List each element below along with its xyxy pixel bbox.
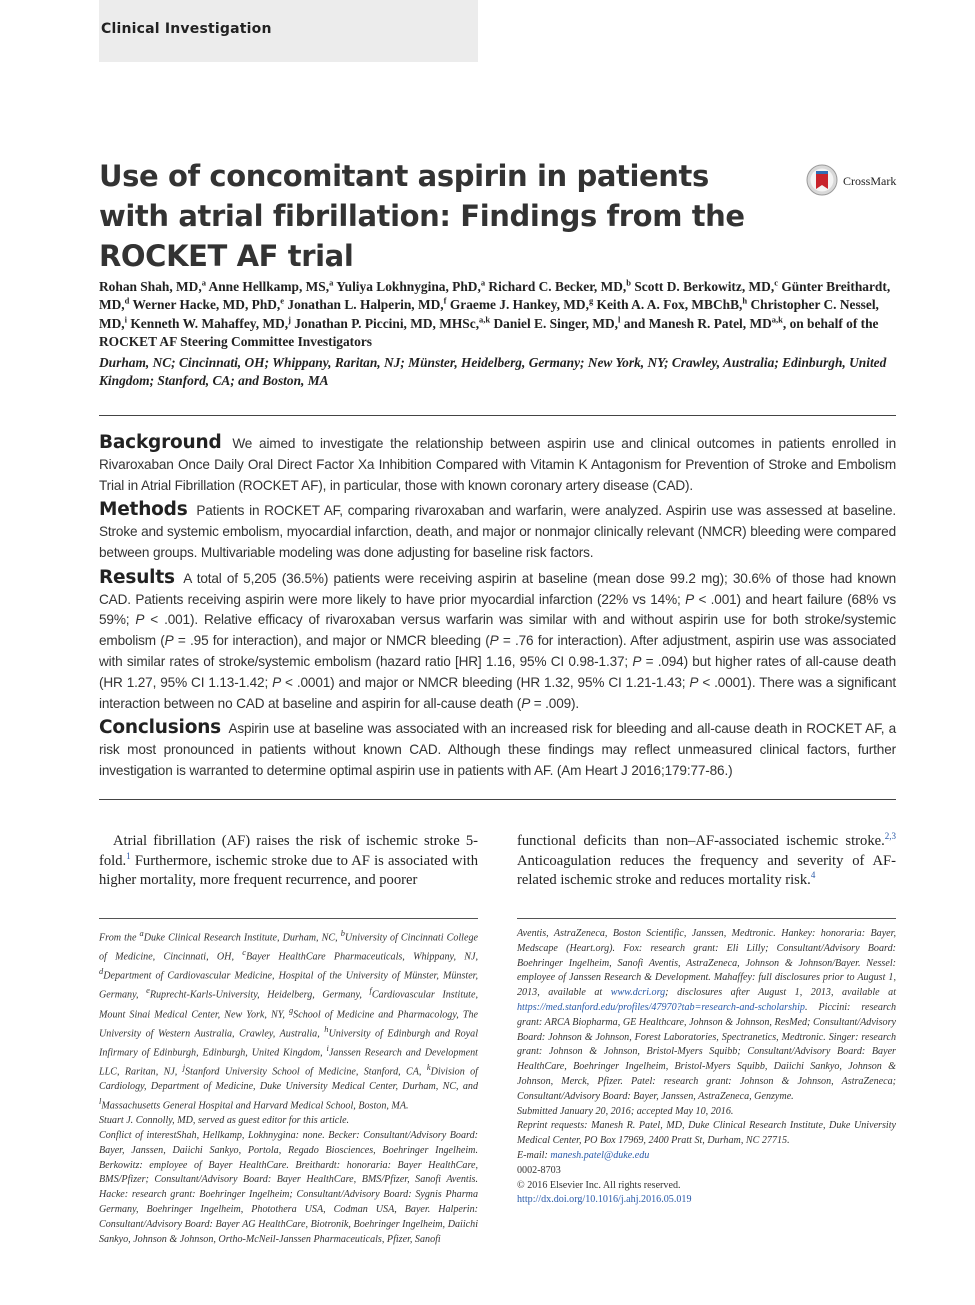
footnotes-left [99, 927, 478, 1247]
abstract-results [99, 568, 896, 715]
abstract-text: A total of 5,205 (36.5%) patients were receiving aspirin at baseline (mean dose 99.2 mg); 30.6% of those had known CAD. Patients receiving aspirin were more likely to have prior myocardial infarction (22% vs 14%; P < .001) and heart failure (68% vs 59%; P < .001). Relative efficacy of rivaroxaban versus warfarin was similar with and without aspirin use for both stroke/systemic embolism (P = .95 for interaction), and major or NMCR bleeding (P = .76 for interaction). After adjustment, aspirin use was associated with similar rates of stroke/systemic embolism (hazard ratio [HR] 1.16, 95% CI 0.98-1.37; P = .094) but higher rates of all-cause death (HR 1.27, 95% CI 1.13-1.42; P < .0001) and major or NMCR bleeding (HR 1.32, 95% CI 1.21-1.43; P < .0001). There was a significant interaction between no CAD at baseline and aspirin for all-cause death (P = .009). [99, 570, 897, 711]
footnotes-right [517, 927, 896, 1208]
author-affiliations: Durham, NC; Cincinnati, OH; Whippany, Raritan, NJ; Münster, Heidelberg, Germany; New York, NY; Crawley, Australia; Edinburgh, United Kingdom; Stanford, CA; and Boston, MA [99, 355, 887, 389]
abstract-text: Patients in ROCKET AF, comparing rivaroxaban and warfarin, were analyzed. Aspirin use was assessed at baseline. Stroke and systemic embolism, myocardial infarction, death, and major or nonmajor clinically relevant (NMCR) bleeding were compared between groups. Multivariable modeling was done adjusting for baseline risk factors. [99, 503, 896, 560]
abstract-top-rule [99, 415, 896, 416]
footnote-rule-right [517, 918, 896, 919]
footnote: 0002-8703 [517, 1164, 561, 1176]
author-list: Rohan Shah, MD,$^a$ Anne Hellkamp, MS,$^a$ Yuliya Lokhnygina, PhD,$^a$ Richard C. Becker, MD,$^b$ Scott D. Berkowitz, MD,$^c$ Günter Breithardt, MD,$^d$ Werner Hacke, MD, PhD,$^e$ Jonathan L. Halperin, MD,$^f$ Graeme J. Hankey, MD,$^g$ Keith A. A. Fox, MBChB,$^h$ Christopher C. Nessel, MD,$^i$ Kenneth W. Mahaffey, MD,$^j$ Jonathan P. Piccini, MD, MHSc,$^{a,k}$ Daniel E. Singer, MD,$^l$ and Manesh R. Patel, MD$^{a,k}$, on behalf of the ROCKET AF Steering Committee Investigators [99, 277, 891, 350]
footnote: Submitted January 20, 2016; accepted May 10, 2016. [517, 1105, 734, 1117]
body-text-right: functional deficits than non–AF-associated ischemic stroke.$^{2,3}$ Anticoagulation reduces the frequency and severity of AF-related ischemic stroke and reduces mortality risk.$^4$ [517, 831, 896, 888]
abstract-heading: Methods [99, 499, 188, 521]
abstract-heading: Background [99, 432, 222, 453]
footnote: Aventis, AstraZeneca, Boston Scientific, Janssen, Medtronic. Hankey: honoraria: Bayer, Medscape (Heart.org). Fox: research grant: Eli Lilly; Consultant/Advisory Board: Boehringer Ingelheim, Sanofi Aventis, AstraZeneca, Johnson & Johnson/Bayer. Nessel: employee of Janssen Research & Development. Mahaffey: full disclosures prior to August 1, 2013, available at www.dcri.org; disclosures after August 1, 2013, available at https://med.stanford.edu/profiles/47970?tab=research-and-scholarship. Piccini: research grant: ARCA Biopharma, GE Healthcare, Johnson & Johnson, ResMed; Consultant/Advisory Board: Johnson & Johnson, Forest Laboratories, Spectranetics, Medtronic. Singer: research grant: Johnson & Johnson, Bristol-Myers Squibb; Consultant/Advisory Board: Bayer HealthCare, Boehringer Ingelheim, Bristol-Myers Squibb, Daiichi Sankyo, Johnson & Johnson, Merck, Pfizer. Patel: research grant: Johnson & Johnson, AstraZeneca; Consultant/Advisory Board: Bayer, Janssen, AstraZeneca, Genzyme. [517, 928, 896, 1102]
footnote: From the $^a$Duke Clinical Research Institute, Durham, NC, $^b$University of Cincinnati College of Medicine, Cincinnati, OH, $^c$Bayer HealthCare Pharmaceuticals, Whippany, NJ, $^d$Department of Cardiovascular Medicine, Hospital of the University of Münster, Münster, Germany, $^e$Ruprecht-Karls-University, Heidelberg, Germany, $^f$Cardiovascular Institute, Mount Sinai Medical Center, New York, NY, $^g$School of Medicine and Pharmacology, The University of Western Australia, Crawley, Australia, $^h$University of Edinburgh and Royal Infirmary of Edinburgh, Edinburgh, United Kingdom, $^i$Janssen Research and Development LLC, Raritan, NJ, $^j$Stanford University School of Medicine, Stanford, CA, $^k$Division of Cardiology, Department of Medicine, Duke University Medical Center, Durham, NC, and $^l$Massachusetts General Hospital and Harvard Medical School, Boston, MA. [99, 929, 478, 1112]
crossmark-label: CrossMark [843, 174, 897, 188]
body-text-left: Atrial fibrillation (AF) raises the risk of ischemic stroke 5-fold.$^1$ Furthermore, ischemic stroke due to AF is associated with higher mortality, more frequent recurrence, and poorer [99, 833, 478, 888]
footnote: © 2016 Elsevier Inc. All rights reserved. [517, 1179, 681, 1191]
abstract-text: Aspirin use at baseline was associated with an increased risk for bleeding and all-cause death in ROCKET AF, a risk most pronounced in patients without known CAD. Although these findings may reflect unmeasured clinical factors, further investigation is warranted to determine optimal aspirin use in patients with AF. (Am Heart J 2016;179:77-86.) [99, 721, 896, 778]
crossmark-icon [806, 164, 838, 196]
article-title: Use of concomitant aspirin in patients with atrial fibrillation: Findings from the ROCKET AF trial [99, 159, 745, 273]
footnote[interactable]: E-mail: manesh.patel@duke.edu [517, 1149, 650, 1161]
abstract-methods [99, 500, 896, 563]
abstract-text: We aimed to investigate the relationship between aspirin use and clinical outcomes in patients enrolled in Rivaroxaban Once Daily Oral Direct Factor Xa Inhibition Compared with Vitamin K Antagonism for Prevention of Stroke and Embolism Trial in Atrial Fibrillation (ROCKET AF), in particular, those with known coronary artery disease (CAD). [99, 436, 896, 493]
doi-link[interactable]: http://dx.doi.org/10.1016/j.ahj.2016.05.019 [517, 1194, 692, 1206]
abstract-bottom-rule [99, 799, 896, 800]
footnote: Reprint requests: Manesh R. Patel, MD, Duke Clinical Research Institute, Duke University Medical Center, PO Box 17969, 2400 Pratt St, Durham, NC 27715. [517, 1120, 896, 1147]
footnote: Stuart J. Connolly, MD, served as guest editor for this article. [99, 1115, 350, 1127]
section-label: Clinical Investigation [101, 21, 272, 37]
abstract-heading: Conclusions [99, 717, 221, 739]
footnote: Conflict of interestShah, Hellkamp, Lokhnygina: none. Becker: Consultant/Advisory Board: Bayer, Janssen, Daiichi Sankyo, Portola, Regado Biosciences, Boehringer Ingelheim. Berkowitz: employee of Bayer HealthCare. Breithardt: honoraria: Bayer HealthCare, BMS/Pfizer; Consultant/Advisory Board: Bayer HealthCare, BMS/Pfizer, Sanofi Aventis. Hacke: research grant: Boehringer Ingelheim; Consultant/Advisory Board: Sygnis Pharma Germany, Boehringer Ingelheim, Photothera USA, Codman USA, Bayer. Halperin: Consultant/Advisory Board: Bayer AG HealthCare, Biotronik, Boehringer Ingelheim, Daiichi Sankyo, Johnson & Johnson, Ortho-McNeil-Janssen Pharmaceuticals, Pfizer, Sanofi [99, 1130, 478, 1245]
abstract [99, 433, 896, 786]
footnote-rule-left [99, 918, 478, 919]
crossmark-badge[interactable] [806, 164, 926, 198]
abstract-conclusions [99, 718, 896, 781]
abstract-heading: Results [99, 566, 175, 588]
abstract-background [99, 433, 896, 496]
